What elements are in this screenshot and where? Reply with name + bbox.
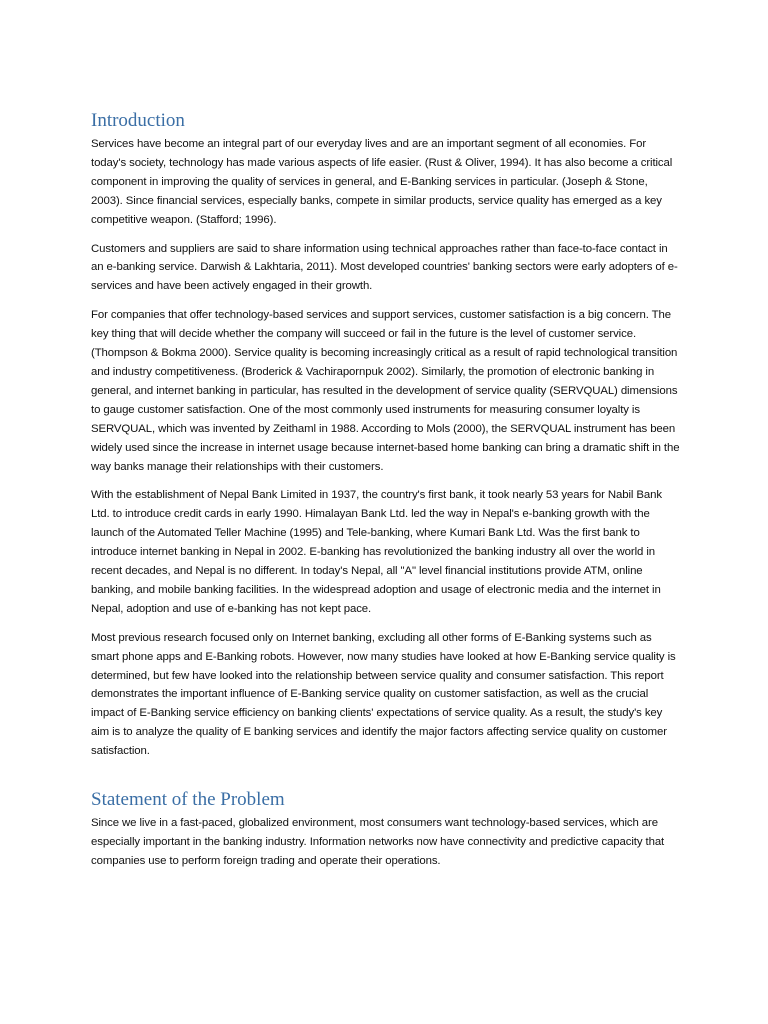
section-heading-statement-of-problem: Statement of the Problem <box>91 789 285 811</box>
paragraph: Customers and suppliers are said to share information using technical approaches rather than face-to-face contact in an e-banking service. Darwish & Lakhtaria, 2011). Most developed countries' banking sectors were early adopters of e-services and have been actively engaged in their growth. <box>91 242 678 293</box>
document-page <box>91 110 681 881</box>
paragraph: Since we live in a fast-paced, globalized environment, most consumers want technology-based services, which are especially important in the banking industry. Information networks now have connectivity and predictive capacity that companies use to perform foreign trading and operate their operations. <box>91 817 665 867</box>
paragraph: For companies that offer technology-based services and support services, customer satisfaction is a big concern. The key thing that will decide whether the company will succeed or fail in the future is the level of customer service. (Thompson & Bokma 2000). Service quality is becoming increasingly critical as a result of rapid technological transition and industry competitiveness. (Broderick & Vachiraporn​puk 2002). Similarly, the promotion of electronic banking in general, and internet banking in particular, has resulted in the development of service quality (SERVQUAL) dimensions to gauge customer satisfaction. One of the most commonly used instruments for measuring consumer loyalty is SERVQUAL, which was invented by Zeithaml in 1988. According to Mols (2000), the SERVQUAL instrument has been widely used since the increase in internet usage because internet-based home banking can bring a dramatic shift in the way banks manage their relationships with their customers. <box>91 309 680 473</box>
paragraph: Services have become an integral part of our everyday lives and are an important segment of all economies. For today's society, technology has made various aspects of life easier. (Rust & Oliver, 1994). It has also become a critical component in improving the quality of services in general, and E-Banking services in particular. (Joseph & Stone, 2003). Since financial services, especially banks, compete in similar products, service quality has emerged as a key competitive weapon. (Stafford; 1996). <box>91 138 673 226</box>
paragraph: Most previous research focused only on Internet banking, excluding all other forms of E-Banking systems such as smart phone apps and E-Banking robots. However, now many studies have looked at how E-Banking service quality is determined, but few have looked into the relationship between service quality and consumer satisfaction. This report demonstrates the important influence of E-Banking service quality on customer satisfaction, as well as the crucial impact of E-Banking service efficiency on banking clients' expectations of service quality. As a result, the study's key aim is to analyze the quality of E banking services and identify the major factors affecting service quality on customer satisfaction. <box>91 631 676 758</box>
section-introduction <box>91 110 681 761</box>
section-statement-of-problem <box>91 789 681 871</box>
section-spacer <box>91 771 681 789</box>
section-heading-introduction: Introduction <box>91 110 185 131</box>
paragraph: With the establishment of Nepal Bank Limited in 1937, the country's first bank, it took nearly 53 years for Nabil Bank Ltd. to introduce credit cards in early 1990. Himalayan Bank Ltd. led the way in Nepal's e-banking growth with the launch of the Automated Teller Machine (1995) and Tele-banking, where Kumari Bank Ltd. Was the first bank to introduce internet banking in Nepal in 2002. E-banking has revolutionized the banking industry all over the world in recent decades, and Nepal is no different. In today's Nepal, all "A" level financial institutions provide ATM, online banking, and mobile banking facilities. In the widespread adoption and usage of electronic media and the internet in Nepal, adoption and use of e-banking has not kept pace. <box>91 489 662 615</box>
